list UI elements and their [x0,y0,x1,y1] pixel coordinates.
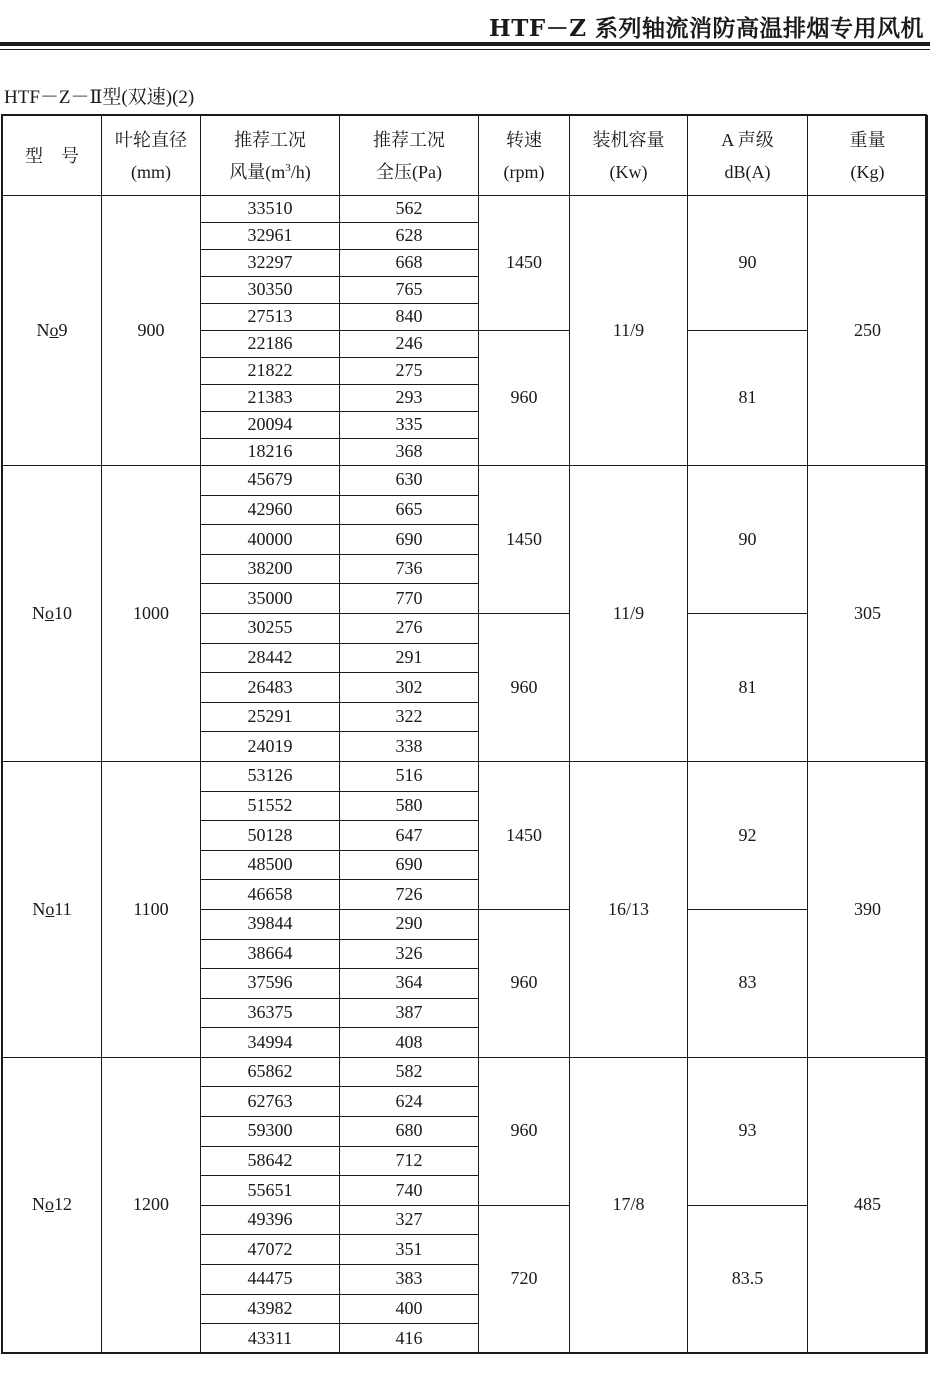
air-volume-cell: 18216 [201,439,340,466]
air-volume-cell: 32297 [201,250,340,277]
pressure-cell: 840 [340,304,479,331]
model-group-no10 [3,466,928,762]
weight-cell: 485 [808,1057,928,1353]
model-group-no9 [3,196,928,466]
model-cell: No12 [3,1057,102,1353]
pressure-cell: 326 [340,939,479,969]
pressure-cell: 246 [340,331,479,358]
pressure-cell: 387 [340,998,479,1028]
air-volume-cell: 35000 [201,584,340,614]
power-cell: 11/9 [570,466,688,762]
air-volume-cell: 53126 [201,761,340,791]
power-cell: 16/13 [570,761,688,1057]
pressure-cell: 327 [340,1205,479,1235]
speed-low-cell: 960 [479,909,570,1057]
header-rule-thick [0,42,930,46]
air-volume-cell: 59300 [201,1117,340,1147]
model-cell: No9 [3,196,102,466]
speed-high-cell: 1450 [479,466,570,614]
pressure-cell: 647 [340,821,479,851]
air-volume-cell: 33510 [201,196,340,223]
air-volume-cell: 47072 [201,1235,340,1265]
pressure-cell: 290 [340,909,479,939]
pressure-cell: 665 [340,495,479,525]
diameter-cell: 900 [102,196,201,466]
air-volume-cell: 20094 [201,412,340,439]
pressure-cell: 740 [340,1176,479,1206]
table-row [3,761,928,791]
air-volume-cell: 65862 [201,1057,340,1087]
noise-low-cell: 81 [688,613,808,761]
noise-low-cell: 81 [688,331,808,466]
air-volume-cell: 37596 [201,969,340,999]
pressure-cell: 690 [340,850,479,880]
air-volume-cell: 22186 [201,331,340,358]
air-volume-cell: 38200 [201,554,340,584]
air-volume-cell: 62763 [201,1087,340,1117]
diameter-cell: 1000 [102,466,201,762]
air-volume-cell: 28442 [201,643,340,673]
pressure-cell: 322 [340,702,479,732]
air-volume-cell: 21383 [201,385,340,412]
page-header [0,0,930,52]
noise-high-cell: 90 [688,466,808,614]
pressure-cell: 712 [340,1146,479,1176]
pressure-cell: 726 [340,880,479,910]
pressure-cell: 416 [340,1324,479,1354]
air-volume-cell: 55651 [201,1176,340,1206]
pressure-cell: 335 [340,412,479,439]
air-volume-cell: 48500 [201,850,340,880]
diameter-cell: 1200 [102,1057,201,1353]
air-volume-cell: 44475 [201,1265,340,1295]
model-cell: No11 [3,761,102,1057]
pressure-cell: 400 [340,1294,479,1324]
power-cell: 17/8 [570,1057,688,1353]
model-group-no12 [3,1057,928,1353]
col-total-pressure: 推荐工况 全压(Pa) [340,116,479,196]
air-volume-cell: 50128 [201,821,340,851]
pressure-cell: 580 [340,791,479,821]
pressure-cell: 293 [340,385,479,412]
noise-high-cell: 93 [688,1057,808,1205]
air-volume-cell: 40000 [201,525,340,555]
noise-high-cell: 92 [688,761,808,909]
speed-high-cell: 1450 [479,761,570,909]
air-volume-cell: 34994 [201,1028,340,1058]
pressure-cell: 351 [340,1235,479,1265]
air-volume-cell: 30255 [201,613,340,643]
air-volume-cell: 30350 [201,277,340,304]
air-volume-cell: 38664 [201,939,340,969]
table-subtitle: HTF－Z－Ⅱ型(双速)(2) [4,87,195,108]
air-volume-cell: 43982 [201,1294,340,1324]
speed-low-cell: 960 [479,613,570,761]
pressure-cell: 516 [340,761,479,791]
air-volume-cell: 42960 [201,495,340,525]
air-volume-cell: 43311 [201,1324,340,1354]
speed-high-cell: 1450 [479,196,570,331]
speed-low-cell: 720 [479,1205,570,1353]
air-volume-cell: 49396 [201,1205,340,1235]
air-volume-cell: 58642 [201,1146,340,1176]
noise-low-cell: 83 [688,909,808,1057]
pressure-cell: 302 [340,673,479,703]
col-impeller-diameter: 叶轮直径 (mm) [102,116,201,196]
model-cell: No10 [3,466,102,762]
col-weight: 重量 (Kg) [808,116,928,196]
pressure-cell: 368 [340,439,479,466]
pressure-cell: 630 [340,466,479,496]
pressure-cell: 690 [340,525,479,555]
pressure-cell: 628 [340,223,479,250]
air-volume-cell: 24019 [201,732,340,762]
weight-cell: 305 [808,466,928,762]
pressure-cell: 736 [340,554,479,584]
speed-high-cell: 960 [479,1057,570,1205]
header-row [3,116,928,196]
table-row [3,466,928,496]
air-volume-cell: 51552 [201,791,340,821]
air-volume-cell: 39844 [201,909,340,939]
noise-high-cell: 90 [688,196,808,331]
header-rule-thin [0,49,930,50]
pressure-cell: 408 [340,1028,479,1058]
air-volume-cell: 46658 [201,880,340,910]
diameter-cell: 1100 [102,761,201,1057]
air-volume-cell: 32961 [201,223,340,250]
pressure-cell: 364 [340,969,479,999]
pressure-cell: 770 [340,584,479,614]
pressure-cell: 582 [340,1057,479,1087]
air-volume-cell: 25291 [201,702,340,732]
table-row [3,1057,928,1087]
weight-cell: 390 [808,761,928,1057]
air-volume-cell: 21822 [201,358,340,385]
weight-cell: 250 [808,196,928,466]
air-volume-cell: 36375 [201,998,340,1028]
pressure-cell: 338 [340,732,479,762]
col-air-volume: 推荐工况 风量$(m^3/h)$ [201,116,340,196]
col-speed: 转速 (rpm) [479,116,570,196]
col-model: 型 号 [3,116,102,196]
pressure-cell: 765 [340,277,479,304]
pressure-cell: 624 [340,1087,479,1117]
table-row [3,196,928,223]
pressure-cell: 680 [340,1117,479,1147]
air-volume-cell: 45679 [201,466,340,496]
model-group-no11 [3,761,928,1057]
speed-low-cell: 960 [479,331,570,466]
fan-spec-table [2,115,928,1354]
power-cell: 11/9 [570,196,688,466]
col-installed-power: 装机容量 (Kw) [570,116,688,196]
col-noise-level: A 声级 dB(A) [688,116,808,196]
page-title: HTF－Z 系列轴流消防高温排烟专用风机 [489,15,924,42]
pressure-cell: 668 [340,250,479,277]
pressure-cell: 383 [340,1265,479,1295]
air-volume-cell: 27513 [201,304,340,331]
pressure-cell: 275 [340,358,479,385]
pressure-cell: 562 [340,196,479,223]
air-volume-cell: 26483 [201,673,340,703]
pressure-cell: 276 [340,613,479,643]
noise-low-cell: 83.5 [688,1205,808,1353]
pressure-cell: 291 [340,643,479,673]
